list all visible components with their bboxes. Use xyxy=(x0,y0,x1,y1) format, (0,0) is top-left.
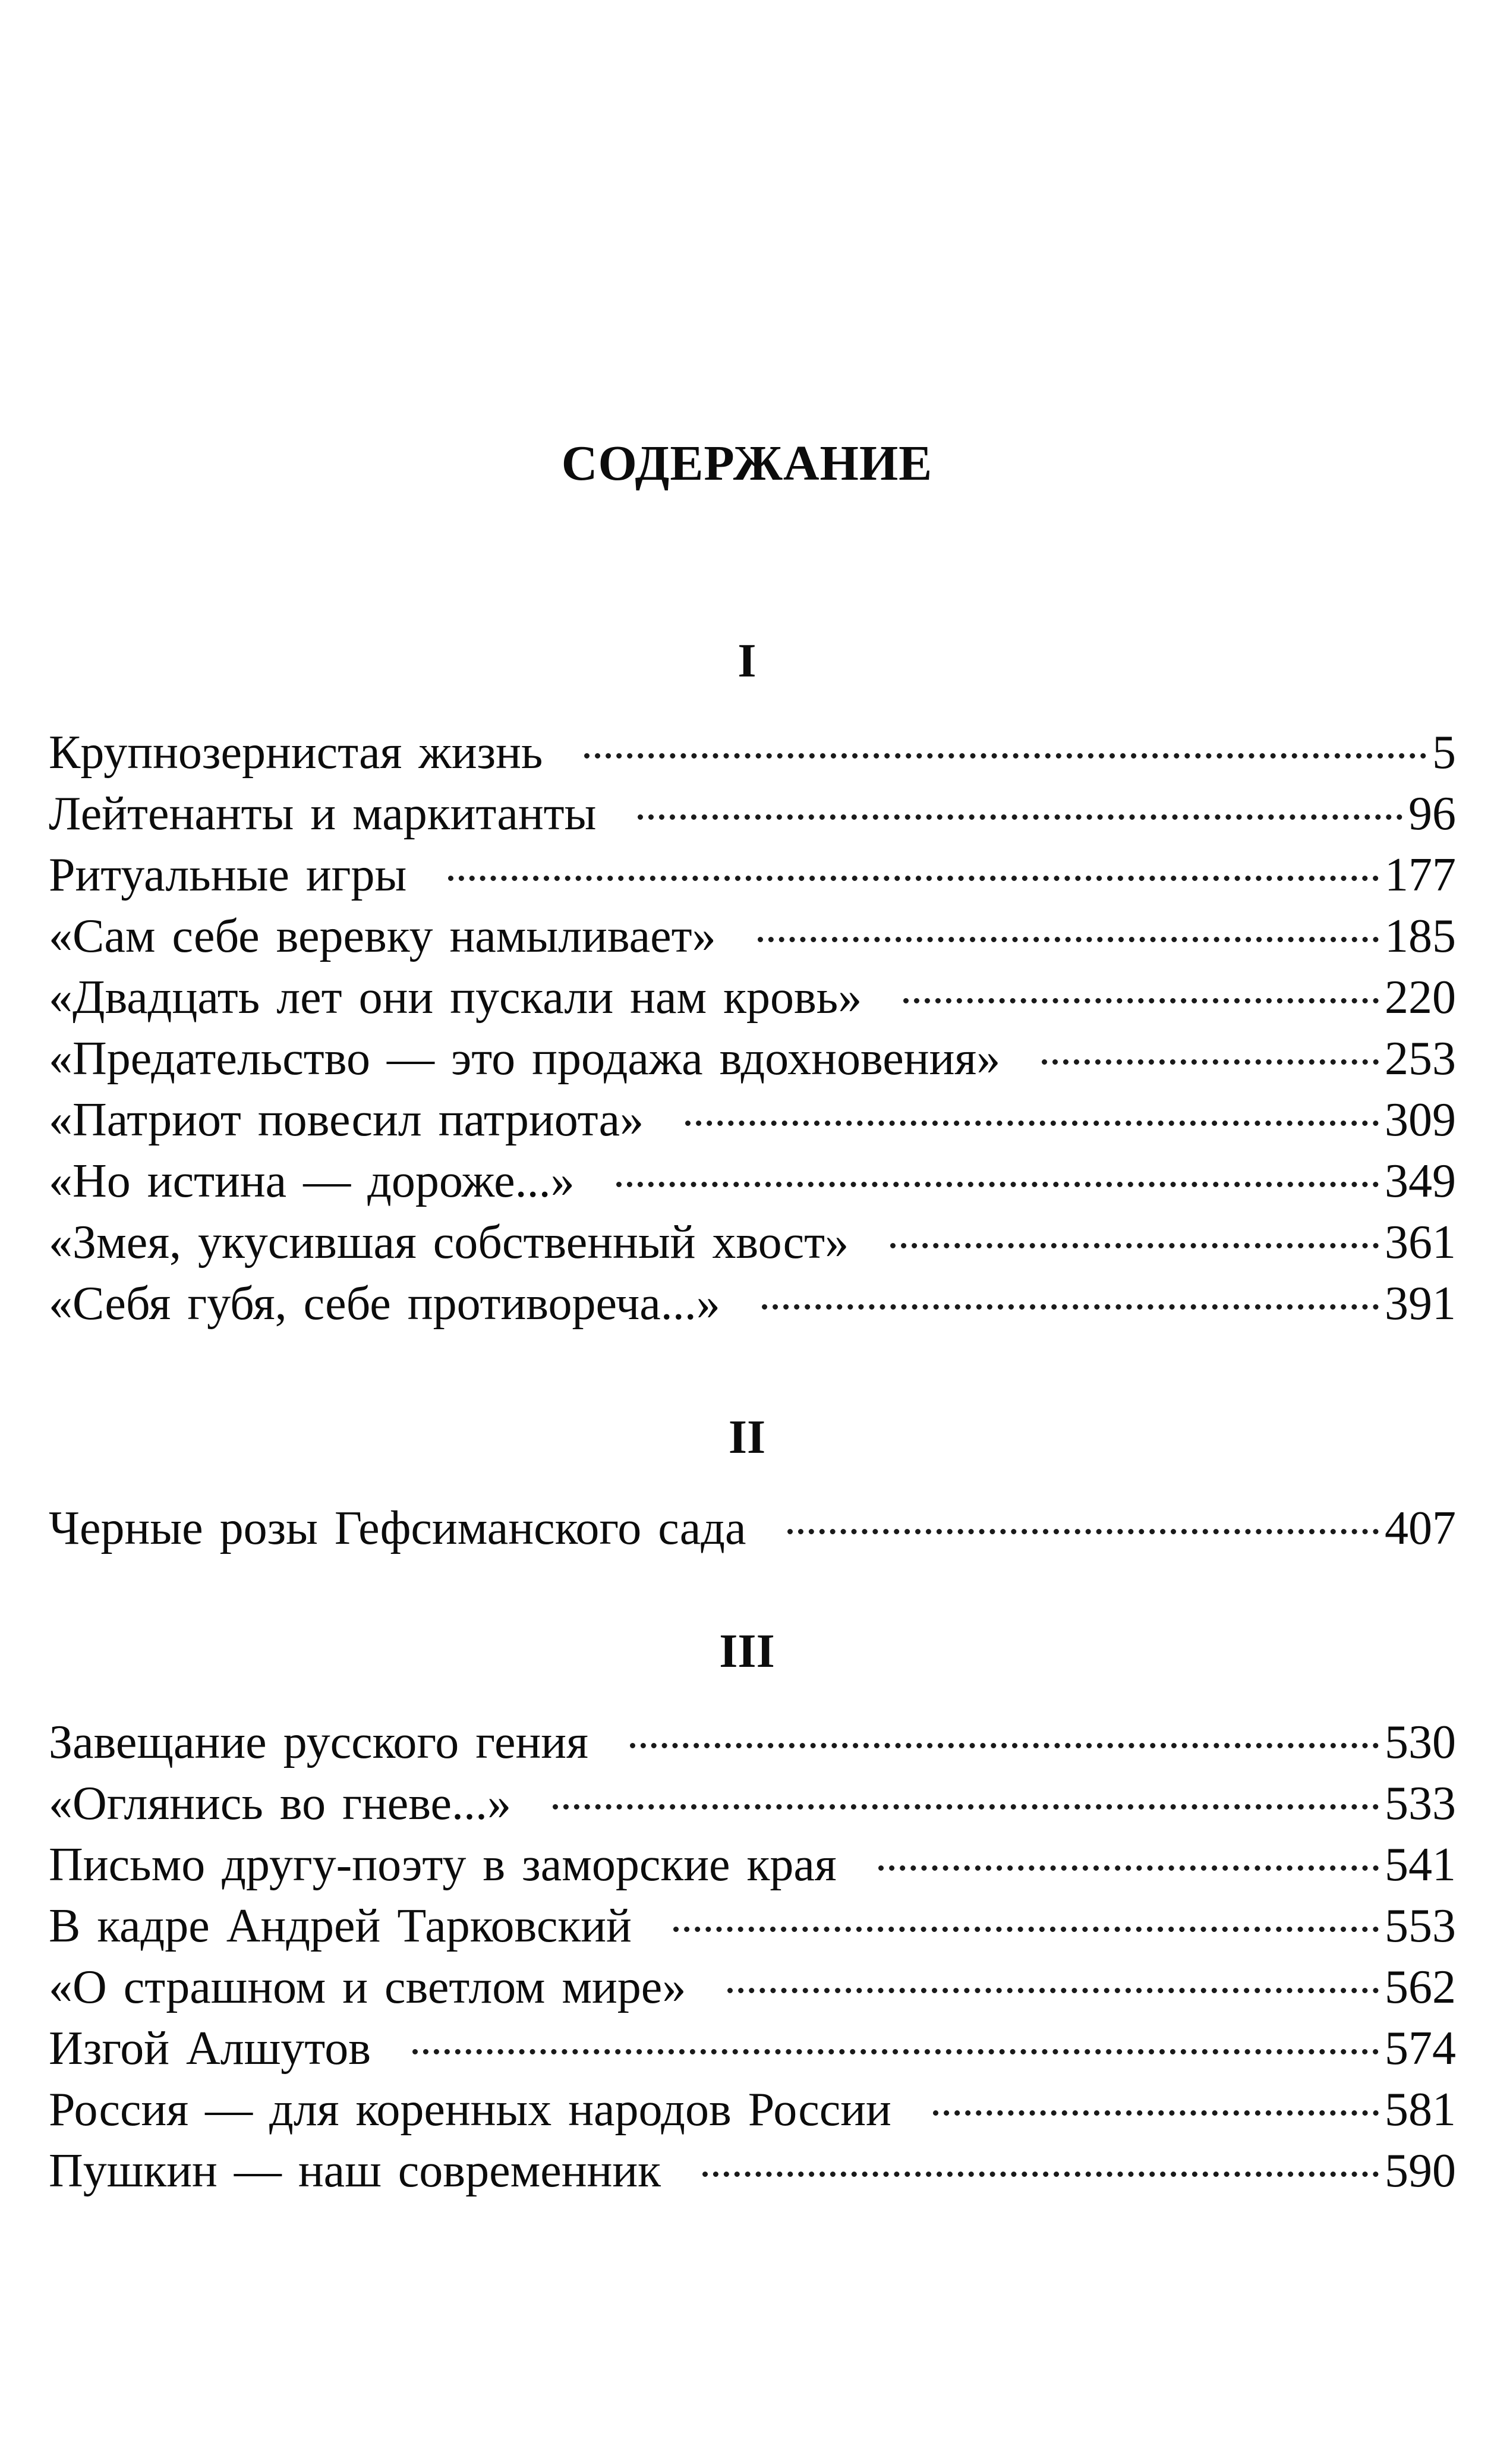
toc-entry-page: 5 xyxy=(1432,726,1456,779)
toc-entry-page: 220 xyxy=(1385,971,1456,1024)
toc-entry-page: 253 xyxy=(1385,1033,1456,1085)
dot-leader xyxy=(616,1182,1379,1187)
toc-entry-page: 574 xyxy=(1385,2022,1456,2075)
toc-entry xyxy=(49,1957,1456,2018)
section-heading-3: III xyxy=(719,1625,775,1678)
toc-entry xyxy=(49,2079,1456,2141)
toc-entry xyxy=(49,783,1456,845)
dot-leader xyxy=(702,2172,1379,2177)
toc-entry xyxy=(49,1834,1456,1896)
toc-entry-title: «Оглянись во гневе...» xyxy=(49,1777,512,1830)
toc-entry-page: 562 xyxy=(1385,1961,1456,2013)
toc-entry-title: В кадре Андрей Тарковский xyxy=(49,1900,632,1952)
dot-leader xyxy=(787,1529,1379,1534)
toc-entry-page: 391 xyxy=(1385,1277,1456,1330)
dot-leader xyxy=(1042,1059,1379,1065)
dot-leader xyxy=(762,1304,1379,1310)
toc-entry xyxy=(49,2141,1456,2202)
toc-entry-title: «Сам себе веревку намыливает» xyxy=(49,910,716,962)
dot-leader xyxy=(903,998,1379,1003)
dot-leader xyxy=(685,1121,1379,1126)
toc-entry-title: Лейтенанты и маркитанты xyxy=(49,788,597,840)
toc-entry-title: Изгой Алшутов xyxy=(49,2022,371,2075)
toc-entry-title: «Змея, укусившая собственный хвост» xyxy=(49,1216,849,1269)
toc-section-1 xyxy=(49,722,1456,1335)
toc-entry-title: Ритуальные игры xyxy=(49,849,407,901)
toc-entry xyxy=(49,1896,1456,1957)
toc-entry xyxy=(49,967,1456,1028)
section-heading-1: I xyxy=(737,635,757,687)
dot-leader xyxy=(933,2110,1379,2116)
dot-leader xyxy=(758,937,1379,942)
toc-entry-title: «Патриот повесил патриота» xyxy=(49,1094,644,1146)
toc-section-2 xyxy=(49,1498,1456,1559)
dot-leader xyxy=(412,2049,1379,2054)
toc-entry-title: «Предательство — это продажа вдохновения» xyxy=(49,1033,1001,1085)
section-heading-2: II xyxy=(728,1411,766,1464)
dot-leader xyxy=(448,876,1379,881)
toc-entry-title: Письмо другу-поэту в заморские края xyxy=(49,1839,837,1891)
toc-entry-title: Черные розы Гефсиманского сада xyxy=(49,1502,746,1554)
toc-entry-title: «Себя губя, себе противореча...» xyxy=(49,1277,720,1330)
toc-entry xyxy=(49,1212,1456,1273)
toc-entry xyxy=(49,1273,1456,1335)
toc-entry-page: 309 xyxy=(1385,1094,1456,1146)
toc-section-3 xyxy=(49,1712,1456,2202)
toc-entry xyxy=(49,845,1456,906)
toc-entry-title: «О страшном и светлом мире» xyxy=(49,1961,686,2013)
toc-entry xyxy=(49,2018,1456,2079)
toc-entry-title: «Двадцать лет они пускали нам кровь» xyxy=(49,971,862,1024)
toc-entry-page: 177 xyxy=(1385,849,1456,901)
toc-entry-page: 581 xyxy=(1385,2084,1456,2136)
dot-leader xyxy=(878,1865,1379,1871)
toc-entry-page: 530 xyxy=(1385,1716,1456,1768)
dot-leader xyxy=(727,1988,1379,1993)
toc-entry-page: 533 xyxy=(1385,1777,1456,1830)
toc-entry-title: «Но истина — дороже...» xyxy=(49,1155,575,1207)
dot-leader xyxy=(553,1804,1379,1810)
toc-entry-title: Россия — для коренных народов России xyxy=(49,2084,891,2136)
toc-entry-page: 553 xyxy=(1385,1900,1456,1952)
toc-entry-page: 361 xyxy=(1385,1216,1456,1269)
dot-leader xyxy=(638,814,1402,820)
dot-leader xyxy=(890,1243,1379,1248)
toc-entry-page: 407 xyxy=(1385,1502,1456,1554)
page-title: СОДЕРЖАНИЕ xyxy=(561,436,933,491)
toc-entry xyxy=(49,906,1456,967)
toc-entry-page: 590 xyxy=(1385,2145,1456,2197)
dot-leader xyxy=(584,753,1426,759)
toc-entry-page: 185 xyxy=(1385,910,1456,962)
toc-entry-page: 541 xyxy=(1385,1839,1456,1891)
toc-entry xyxy=(49,1028,1456,1090)
dot-leader xyxy=(630,1743,1379,1748)
toc-entry xyxy=(49,1773,1456,1834)
toc-entry xyxy=(49,1498,1456,1559)
toc-entry-title: Завещание русского гения xyxy=(49,1716,588,1768)
dot-leader xyxy=(673,1927,1379,1932)
toc-entry-title: Крупнозернистая жизнь xyxy=(49,726,543,779)
toc-entry xyxy=(49,722,1456,783)
toc-entry xyxy=(49,1090,1456,1151)
toc-entry-page: 349 xyxy=(1385,1155,1456,1207)
toc-entry xyxy=(49,1712,1456,1773)
toc-entry xyxy=(49,1151,1456,1212)
toc-entry-title: Пушкин — наш современник xyxy=(49,2145,661,2197)
toc-entry-page: 96 xyxy=(1408,788,1456,840)
